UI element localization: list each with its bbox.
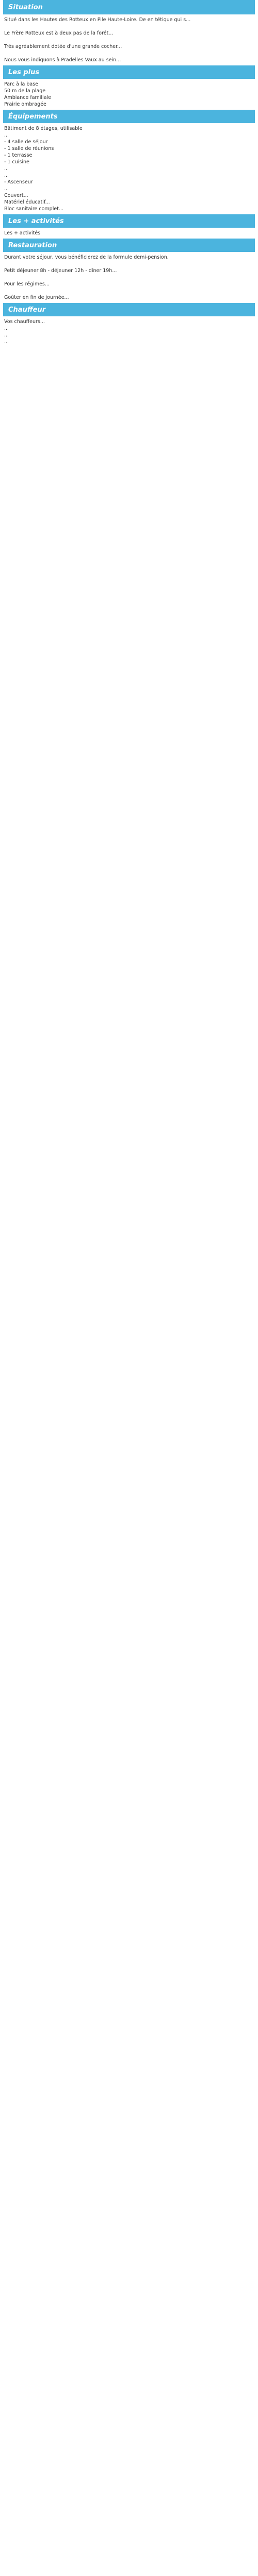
list-item: Bâtiment de 8 étages, utilisable (4, 126, 83, 131)
paragraph: Très agréablement dotée d'une grande cocher... (4, 44, 122, 49)
list-item: ... (4, 173, 9, 178)
list-item: Les + activités (4, 230, 41, 236)
list-item: ... (4, 332, 9, 338)
section-activites (3, 214, 255, 239)
list-item: Bloc sanitaire complet... (4, 206, 63, 212)
section-equipements (3, 110, 255, 214)
list-item: ... (4, 186, 9, 192)
section-header-situation (3, 0, 255, 14)
section-header-chauffeur (3, 303, 255, 316)
paragraph: Situé dans les Hautes des Rotteux en Pile Haute-Loire. De en tétique qui s... (4, 17, 191, 23)
list-item: Prairie ombragée (4, 101, 46, 107)
section-chauffeur (3, 303, 255, 347)
list-item: Parc à la base (4, 81, 39, 87)
paragraph: Goûter en fin de journée... (4, 295, 69, 300)
list-item: - 4 salle de séjour (4, 139, 48, 145)
list-item: - Ascenseur (4, 179, 33, 185)
paragraph: Petit déjeuner 8h - déjeuner 12h - dîner 19h... (4, 268, 117, 274)
paragraph: Le Frère Rotteux est à deux pas de la forêt... (4, 30, 114, 36)
section-header-restauration (3, 239, 255, 252)
list-item: ... (4, 339, 9, 345)
section-restauration (3, 239, 255, 303)
list-item: Couvert... (4, 193, 28, 198)
list-item: - 1 salle de réunions (4, 146, 54, 151)
list-item: 50 m de la plage (4, 88, 46, 94)
section-header-equipements (3, 110, 255, 123)
section-title: Restauration (8, 241, 57, 249)
paragraph: Pour les régimes... (4, 281, 50, 287)
list-item: ... (4, 166, 9, 172)
list-item: Matériel éducatif... (4, 199, 50, 205)
list-item: ... (4, 132, 9, 138)
list-item: Vos chauffeurs... (4, 319, 45, 325)
section-title: Équipements (8, 112, 58, 121)
section-title: Les plus (8, 68, 40, 76)
list-item: - 1 cuisine (4, 159, 29, 165)
section-header-les-plus (3, 65, 255, 79)
section-title: Situation (8, 3, 43, 11)
list-item: - 1 terrasse (4, 152, 33, 158)
section-les-plus (3, 65, 255, 110)
section-header-activites (3, 214, 255, 228)
paragraph: Nous vous indiquons à Pradelles Vaux au sein... (4, 57, 121, 63)
list-item: Ambiance familiale (4, 95, 51, 100)
paragraph: Durant votre séjour, vous bénéficierez de la formule demi-pension. (4, 255, 169, 260)
section-title: Chauffeur (8, 306, 46, 314)
section-title: Les + activités (8, 217, 64, 225)
section-situation (3, 0, 255, 65)
list-item: ... (4, 326, 9, 331)
